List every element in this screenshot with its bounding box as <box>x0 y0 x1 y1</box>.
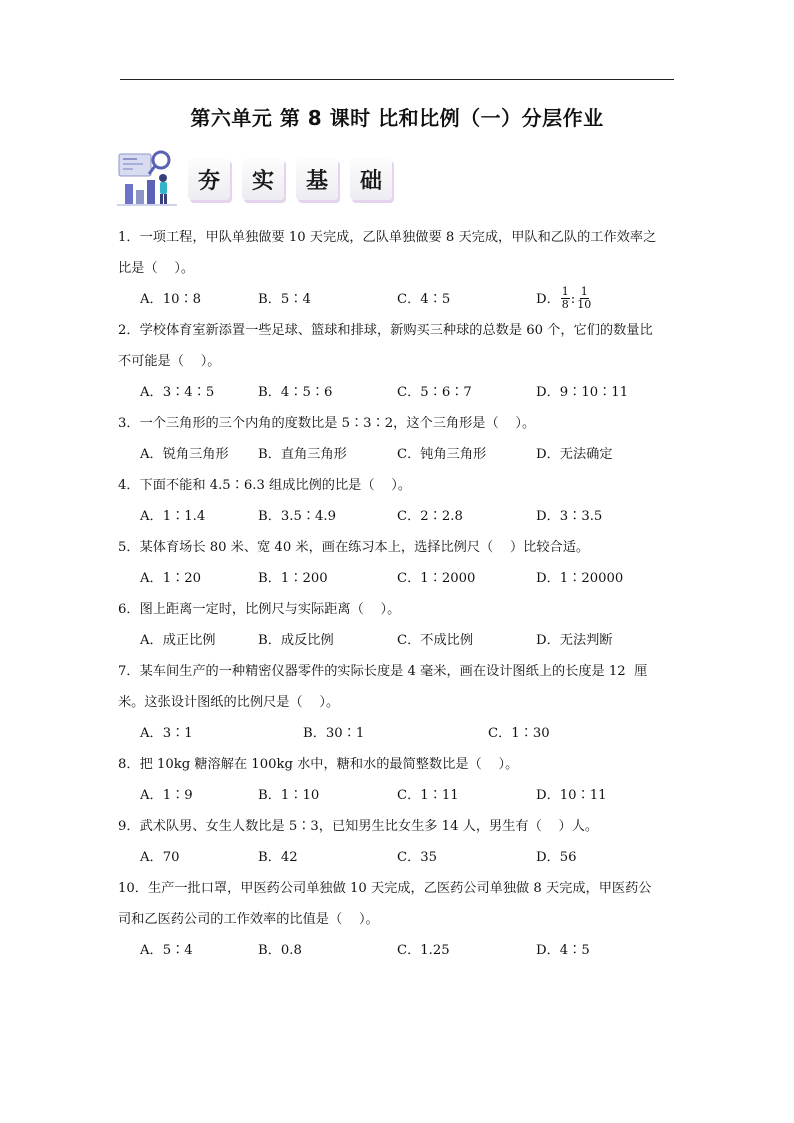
option-label: C．不成比例 <box>397 633 474 648</box>
option-label: A．1∶9 <box>140 788 193 803</box>
fraction-denominator: 8 <box>561 298 569 311</box>
question-stem: 4．下面不能和 4.5∶6.3 组成比例的比是（ ）。 <box>118 478 412 493</box>
option-d <box>536 377 628 408</box>
question-stem: 6．图上距离一定时，比例尺与实际距离（ ）。 <box>118 602 401 617</box>
option-a <box>140 439 229 470</box>
fraction <box>576 286 592 311</box>
option-label: B．0.8 <box>258 943 302 958</box>
option-label: B．1∶10 <box>258 788 320 803</box>
option-row <box>118 439 678 470</box>
option-label: D．1∶20000 <box>536 571 624 586</box>
option-row <box>118 718 678 749</box>
question-item <box>118 811 678 873</box>
option-c <box>397 284 450 315</box>
option-a <box>140 780 193 811</box>
option-label: D． <box>536 292 560 307</box>
option-label: B．4∶5∶6 <box>258 385 333 400</box>
section-tile-4: 础 <box>350 158 392 200</box>
page-title: 第六单元 第 8 课时 比和比例（一）分层作业 <box>190 106 604 130</box>
question-stem: 7．某车间生产的一种精密仪器零件的实际长度是 4 毫米，画在设计图纸上的长度是 12 厘 <box>118 664 648 679</box>
option-b <box>258 284 311 315</box>
option-label: B．30∶1 <box>303 726 365 741</box>
question-stem: 8．把 10kg 糖溶解在 100kg 水中，糖和水的最简整数比是（ ）。 <box>118 757 519 772</box>
option-c <box>397 842 437 873</box>
section-tile-1: 夯 <box>188 158 230 200</box>
option-label: C．2∶2.8 <box>397 509 463 524</box>
study-illustration-icon <box>117 150 177 208</box>
ratio-colon: : <box>570 292 576 307</box>
option-label: B．1∶200 <box>258 571 328 586</box>
option-b <box>258 501 336 532</box>
option-label: D．无法判断 <box>536 633 613 648</box>
option-label: A．3∶1 <box>140 726 193 741</box>
question-item <box>118 222 678 315</box>
fraction-numerator: 1 <box>580 285 588 298</box>
option-b <box>258 563 328 594</box>
option-label: A．成正比例 <box>140 633 216 648</box>
question-stem-continued: 不可能是（ ）。 <box>118 354 221 369</box>
option-label: C．1∶11 <box>397 788 459 803</box>
option-label: D．无法确定 <box>536 447 613 462</box>
option-a <box>140 935 193 966</box>
fraction <box>561 286 570 311</box>
option-b <box>303 718 364 749</box>
question-item <box>118 532 678 594</box>
header-rule <box>120 79 674 80</box>
question-item <box>118 873 678 966</box>
option-label: A．10∶8 <box>140 292 202 307</box>
option-d <box>536 284 593 315</box>
option-b <box>258 842 298 873</box>
option-row <box>118 842 678 873</box>
option-d <box>536 439 613 470</box>
question-stem: 10．生产一批口罩，甲医药公司单独做 10 天完成，乙医药公司单独做 8 天完成，甲医药公 <box>118 881 652 896</box>
question-item <box>118 470 678 532</box>
option-a <box>140 284 201 315</box>
option-c <box>397 501 463 532</box>
question-stem: 2．学校体育室新添置一些足球、篮球和排球，新购买三种球的总数是 60 个，它们的数量比 <box>118 323 653 338</box>
option-label: C．1∶2000 <box>397 571 476 586</box>
option-label: A．3∶4∶5 <box>140 385 215 400</box>
option-label: A．锐角三角形 <box>140 447 229 462</box>
option-b <box>258 439 347 470</box>
option-label: C．1.25 <box>397 943 450 958</box>
option-row <box>118 625 678 656</box>
option-b <box>258 780 319 811</box>
question-stem-continued: 比是（ ）。 <box>118 261 195 276</box>
option-c <box>397 780 459 811</box>
option-a <box>140 842 180 873</box>
option-b <box>258 935 302 966</box>
question-item <box>118 656 678 749</box>
option-label: D．56 <box>536 850 577 865</box>
option-label: D．3∶3.5 <box>536 509 603 524</box>
option-label: C．5∶6∶7 <box>397 385 472 400</box>
option-label: A．1∶1.4 <box>140 509 206 524</box>
option-label: C．35 <box>397 850 438 865</box>
option-label: D．10∶11 <box>536 788 607 803</box>
question-stem-continued: 米。这张设计图纸的比例尺是（ ）。 <box>118 695 340 710</box>
option-c <box>397 439 486 470</box>
question-stem: 5．某体育场长 80 米、宽 40 米，画在练习本上，选择比例尺（ ）比较合适。 <box>118 540 590 555</box>
option-label: A．5∶4 <box>140 943 193 958</box>
option-a <box>140 563 201 594</box>
option-label: C．钝角三角形 <box>397 447 487 462</box>
option-a <box>140 625 215 656</box>
question-item <box>118 315 678 408</box>
option-c <box>397 377 472 408</box>
option-row <box>118 377 678 408</box>
option-a <box>140 377 214 408</box>
option-row <box>118 501 678 532</box>
option-d <box>536 501 602 532</box>
question-stem: 9．武术队男、女生人数比是 5∶3，已知男生比女生多 14 人，男生有（ ）人。 <box>118 819 599 834</box>
option-c <box>488 718 550 749</box>
option-label: D．9∶10∶11 <box>536 385 629 400</box>
section-tile-2: 实 <box>242 158 284 200</box>
option-c <box>397 625 473 656</box>
option-label: B．5∶4 <box>258 292 311 307</box>
option-row <box>118 935 678 966</box>
option-label: D．4∶5 <box>536 943 590 958</box>
fraction-denominator: 10 <box>577 298 592 311</box>
option-label: A．1∶20 <box>140 571 202 586</box>
section-tile-3: 基 <box>296 158 338 200</box>
option-label: B．成反比例 <box>258 633 334 648</box>
question-item <box>118 408 678 470</box>
option-label: B．42 <box>258 850 298 865</box>
option-label: B．3.5∶4.9 <box>258 509 337 524</box>
option-label: A．70 <box>140 850 180 865</box>
question-stem-continued: 司和乙医药公司的工作效率的比值是（ ）。 <box>118 912 379 927</box>
option-c <box>397 563 475 594</box>
option-b <box>258 377 332 408</box>
option-d <box>536 563 623 594</box>
section-banner <box>117 150 397 208</box>
option-d <box>536 935 590 966</box>
option-label: C．4∶5 <box>397 292 451 307</box>
option-b <box>258 625 334 656</box>
option-d <box>536 780 607 811</box>
option-row <box>118 284 678 315</box>
option-a <box>140 718 193 749</box>
question-stem: 1．一项工程，甲队单独做要 10 天完成，乙队单独做要 8 天完成，甲队和乙队的工作效率之 <box>118 230 657 245</box>
option-label: B．直角三角形 <box>258 447 347 462</box>
option-row <box>118 780 678 811</box>
option-row <box>118 563 678 594</box>
option-c <box>397 935 450 966</box>
question-list <box>118 222 678 966</box>
option-label: C．1∶30 <box>488 726 550 741</box>
option-d <box>536 842 577 873</box>
question-item <box>118 749 678 811</box>
option-d <box>536 625 613 656</box>
option-a <box>140 501 205 532</box>
question-stem: 3．一个三角形的三个内角的度数比是 5∶3∶2，这个三角形是（ ）。 <box>118 416 536 431</box>
fraction-numerator: 1 <box>561 285 569 298</box>
question-item <box>118 594 678 656</box>
